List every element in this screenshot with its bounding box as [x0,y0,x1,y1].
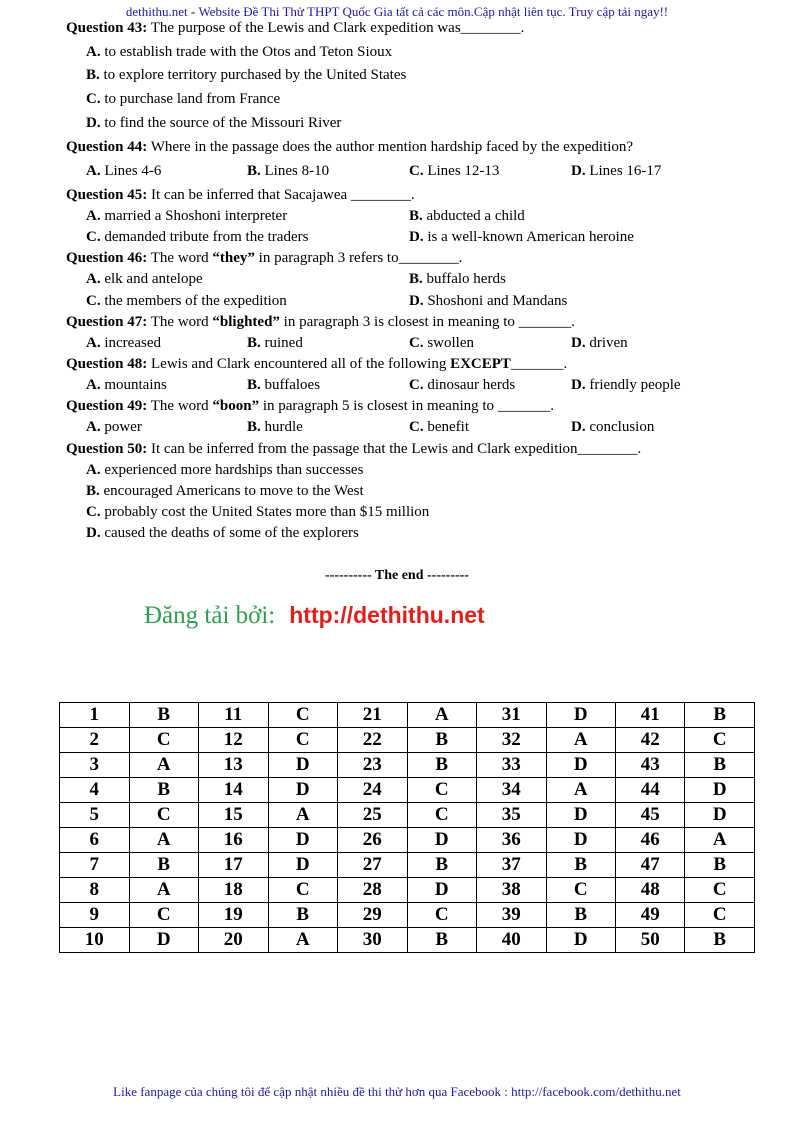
question-number-cell: 17 [198,853,268,878]
answer-key-table [59,702,755,953]
answer-cell: B [546,903,615,928]
upload-url-link[interactable]: http://dethithu.net [289,602,485,628]
answer-cell: A [407,703,476,728]
q49-option-c: C. benefit [409,419,469,435]
question-number-cell: 27 [337,853,407,878]
question-45 [66,187,415,204]
question-number-cell: 5 [60,803,130,828]
answer-cell: C [407,803,476,828]
q45-option-b: B. abducted a child [409,208,525,224]
question-number-cell: 18 [198,878,268,903]
question-text: It can be inferred from the passage that the Lewis and Clark expedition________. [147,441,642,457]
answer-cell: B [129,853,198,878]
q46-option-d: D. Shoshoni and Mandans [409,293,568,309]
question-label: Question 43: [66,20,148,36]
q44-option-d: D. Lines 16-17 [571,163,662,179]
question-number-cell: 12 [198,728,268,753]
q46-option-a: A. elk and antelope [86,271,203,287]
answer-cell: D [268,778,337,803]
table-row [60,703,755,728]
question-number-cell: 23 [337,753,407,778]
answer-cell: B [685,928,755,953]
table-row [60,778,755,803]
question-43 [66,20,524,37]
question-number-cell: 14 [198,778,268,803]
question-46: Question 46: The word “they” in paragraph 3 refers to________. [66,250,463,266]
q45-option-c: C. demanded tribute from the traders [86,229,309,245]
question-44 [66,139,633,156]
answer-cell: A [546,778,615,803]
question-number-cell: 37 [476,853,546,878]
answer-cell: D [268,828,337,853]
answer-cell: D [407,878,476,903]
question-text: The purpose of the Lewis and Clark expedition was________. [147,20,525,36]
question-number-cell: 26 [337,828,407,853]
key-word: “blighted” [212,314,280,330]
question-number-cell: 50 [615,928,685,953]
q50-option-c: C. probably cost the United States more than $15 million [86,504,430,520]
question-label: Question 44: [66,139,148,155]
answer-cell: C [268,878,337,903]
answer-cell: B [685,853,755,878]
question-number-cell: 4 [60,778,130,803]
q49-option-b: B. hurdle [247,419,303,435]
question-label: Question 45: [66,187,148,203]
answer-cell: D [268,853,337,878]
page-header [0,4,794,20]
answer-cell: A [129,878,198,903]
answer-cell: A [685,828,755,853]
question-number-cell: 35 [476,803,546,828]
answer-cell: B [685,703,755,728]
question-number-cell: 29 [337,903,407,928]
question-number-cell: 3 [60,753,130,778]
question-number-cell: 19 [198,903,268,928]
key-word: “boon” [212,398,260,414]
question-number-cell: 10 [60,928,130,953]
table-row [60,753,755,778]
question-50 [66,441,641,458]
q43-option-d: D. to find the source of the Missouri River [86,115,342,131]
answer-cell: C [407,903,476,928]
question-number-cell: 32 [476,728,546,753]
answer-cell: B [407,728,476,753]
question-label: Question 49: [66,398,148,414]
q47-option-d: D. driven [571,335,628,351]
answer-cell: C [685,903,755,928]
q44-option-a: A. Lines 4-6 [86,163,162,179]
answer-cell: A [546,728,615,753]
question-number-cell: 42 [615,728,685,753]
answer-cell: D [546,753,615,778]
table-row [60,878,755,903]
answer-cell: D [129,928,198,953]
question-number-cell: 20 [198,928,268,953]
answer-cell: A [129,828,198,853]
question-number-cell: 30 [337,928,407,953]
question-number-cell: 7 [60,853,130,878]
answer-cell: C [546,878,615,903]
answer-cell: D [268,753,337,778]
table-row [60,903,755,928]
q45-option-a: A. married a Shoshoni interpreter [86,208,288,224]
question-label: Question 47: [66,314,148,330]
answer-cell: B [546,853,615,878]
question-number-cell: 28 [337,878,407,903]
q49-option-a: A. power [86,419,142,435]
table-row [60,828,755,853]
answer-cell: D [685,803,755,828]
answer-cell: D [546,928,615,953]
answer-cell: A [268,803,337,828]
answer-cell: B [407,928,476,953]
answer-cell: D [546,703,615,728]
answer-cell: C [407,778,476,803]
q43-option-b: B. to explore territory purchased by the United States [86,67,407,83]
question-number-cell: 48 [615,878,685,903]
answer-cell: C [129,728,198,753]
answer-cell: C [685,728,755,753]
q50-option-d: D. caused the deaths of some of the explorers [86,525,359,541]
q43-option-c: C. to purchase land from France [86,91,281,107]
question-number-cell: 49 [615,903,685,928]
question-number-cell: 40 [476,928,546,953]
q43-option-a: A. to establish trade with the Otos and Teton Sioux [86,44,393,60]
table-row [60,928,755,953]
q46-option-c: C. the members of the expedition [86,293,287,309]
answer-cell: B [685,753,755,778]
question-number-cell: 34 [476,778,546,803]
header-site-link[interactable]: dethithu.net [125,4,188,19]
question-number-cell: 8 [60,878,130,903]
table-row [60,728,755,753]
q48-option-a: A. mountains [86,377,167,393]
q47-option-a: A. increased [86,335,161,351]
question-number-cell: 24 [337,778,407,803]
question-number-cell: 44 [615,778,685,803]
page-footer[interactable]: Like fanpage của chúng tôi để cập nhật nhiều đề thi thử hơn qua Facebook : http://facebook.com/dethithu.net [113,1084,681,1099]
answer-cell: D [407,828,476,853]
question-number-cell: 47 [615,853,685,878]
answer-cell: B [407,753,476,778]
q44-option-c: C. Lines 12-13 [409,163,500,179]
question-number-cell: 6 [60,828,130,853]
question-number-cell: 2 [60,728,130,753]
answer-cell: A [129,753,198,778]
end-marker: ---------- The end --------- [325,568,469,583]
question-number-cell: 13 [198,753,268,778]
q44-option-b: B. Lines 8-10 [247,163,330,179]
question-number-cell: 31 [476,703,546,728]
answer-cell: D [546,828,615,853]
answer-cell: C [685,878,755,903]
question-label: Question 50: [66,441,148,457]
header-separator: - [187,4,199,19]
answer-cell: D [546,803,615,828]
question-48: Question 48: Lewis and Clark encountered all of the following EXCEPT_______. [66,356,568,372]
key-word: EXCEPT [450,356,511,372]
q49-option-d: D. conclusion [571,419,655,435]
answer-cell: C [268,703,337,728]
answer-cell: B [129,703,198,728]
q50-option-b: B. encouraged Americans to move to the West [86,483,364,499]
question-number-cell: 15 [198,803,268,828]
q50-option-a: A. experienced more hardships than successes [86,462,364,478]
question-label: Question 48: [66,356,148,372]
question-number-cell: 11 [198,703,268,728]
answer-cell: C [268,728,337,753]
answer-cell: B [129,778,198,803]
question-number-cell: 41 [615,703,685,728]
question-number-cell: 22 [337,728,407,753]
answer-cell: C [129,903,198,928]
table-row [60,803,755,828]
question-number-cell: 21 [337,703,407,728]
answer-cell: C [129,803,198,828]
q47-option-b: B. ruined [247,335,303,351]
question-number-cell: 9 [60,903,130,928]
key-word: “they” [212,250,255,266]
question-number-cell: 39 [476,903,546,928]
q48-option-c: C. dinosaur herds [409,377,516,393]
question-number-cell: 46 [615,828,685,853]
answer-cell: D [685,778,755,803]
question-text: Where in the passage does the author mention hardship faced by the expedition? [147,139,634,155]
q48-option-b: B. buffaloes [247,377,321,393]
question-text: It can be inferred that Sacajawea ________. [147,187,415,203]
upload-credit [144,602,485,630]
table-row [60,853,755,878]
question-number-cell: 16 [198,828,268,853]
q45-option-d: D. is a well-known American heroine [409,229,634,245]
q47-option-c: C. swollen [409,335,475,351]
question-number-cell: 25 [337,803,407,828]
answer-cell: B [407,853,476,878]
question-number-cell: 1 [60,703,130,728]
question-49: Question 49: The word “boon” in paragraph 5 is closest in meaning to _______. [66,398,555,414]
q48-option-d: D. friendly people [571,377,681,393]
question-47: Question 47: The word “blighted” in paragraph 3 is closest in meaning to _______. [66,314,575,330]
question-label: Question 46: [66,250,148,266]
header-text: Website Đề Thi Thử THPT Quốc Gia tất cả các môn.Cập nhật liên tục. Truy cập tải ngay!! [198,4,669,19]
question-number-cell: 45 [615,803,685,828]
answer-cell: B [268,903,337,928]
question-number-cell: 36 [476,828,546,853]
upload-label: Đăng tải bởi: [144,602,276,629]
question-number-cell: 33 [476,753,546,778]
question-number-cell: 38 [476,878,546,903]
q46-option-b: B. buffalo herds [409,271,506,287]
answer-cell: A [268,928,337,953]
question-number-cell: 43 [615,753,685,778]
